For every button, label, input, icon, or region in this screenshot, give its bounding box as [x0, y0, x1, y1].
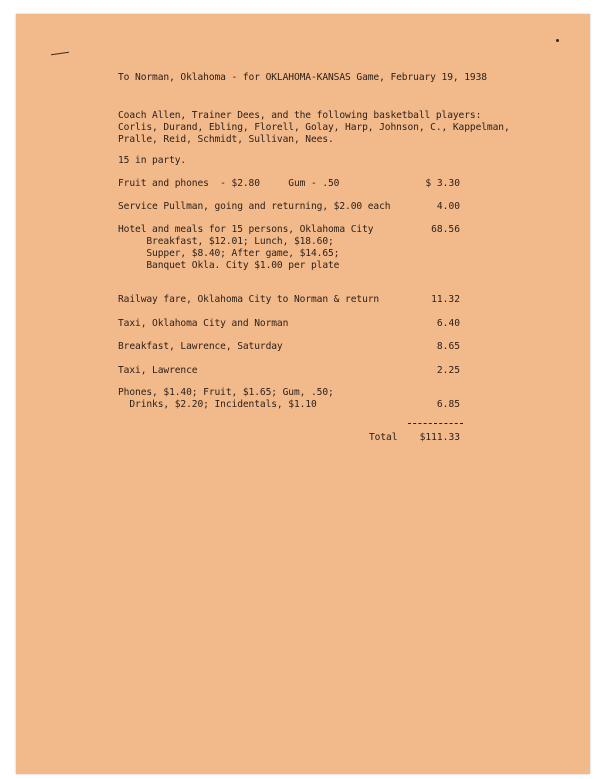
expense-description: Taxi, Lawrence [118, 365, 198, 376]
expense-description: Breakfast, Lawrence, Saturday [118, 341, 283, 352]
expense-detail: Banquet Okla. City $1.00 per plate [118, 260, 340, 271]
expense-amount: 68.56 [431, 224, 460, 235]
expense-description: Hotel and meals for 15 persons, Oklahoma City [118, 224, 374, 235]
total-label: Total [369, 432, 398, 443]
expense-amount: 2.25 [436, 365, 460, 376]
expense-amount: 6.40 [436, 318, 460, 329]
expense-amount: 6.85 [436, 399, 460, 410]
party-line-3: Pralle, Reid, Schmidt, Sullivan, Nees. [118, 134, 334, 145]
document-heading: To Norman, Oklahoma - for OKLAHOMA-KANSAS Game, February 19, 1938 [118, 72, 487, 83]
total-rule [408, 423, 463, 424]
total-amount: $111.33 [419, 432, 460, 443]
expense-amount: 11.32 [431, 294, 460, 305]
expense-description: Phones, $1.40; Fruit, $1.65; Gum, .50; [118, 387, 334, 398]
margin-dot [556, 39, 559, 42]
expense-amount: 8.65 [436, 341, 460, 352]
expense-detail: Drinks, $2.20; Incidentals, $1.10 [118, 399, 317, 410]
party-count: 15 in party. [118, 155, 187, 166]
expense-amount: $ 3.30 [425, 178, 460, 189]
expense-description: Railway fare, Oklahoma City to Norman & return [118, 294, 380, 305]
party-line-1: Coach Allen, Trainer Dees, and the following basketball players: [118, 110, 482, 121]
expense-detail: Breakfast, $12.01; Lunch, $18.60; [118, 236, 334, 247]
expense-description: Fruit and phones - $2.80 Gum - .50 [118, 178, 340, 189]
expense-amount: 4.00 [436, 201, 460, 212]
party-line-2: Corlis, Durand, Ebling, Florell, Golay, Harp, Johnson, C., Kappelman, [118, 122, 510, 133]
expense-detail: Supper, $8.40; After game, $14.65; [118, 248, 340, 259]
expense-description: Taxi, Oklahoma City and Norman [118, 318, 289, 329]
expense-description: Service Pullman, going and returning, $2.00 each [118, 201, 391, 212]
